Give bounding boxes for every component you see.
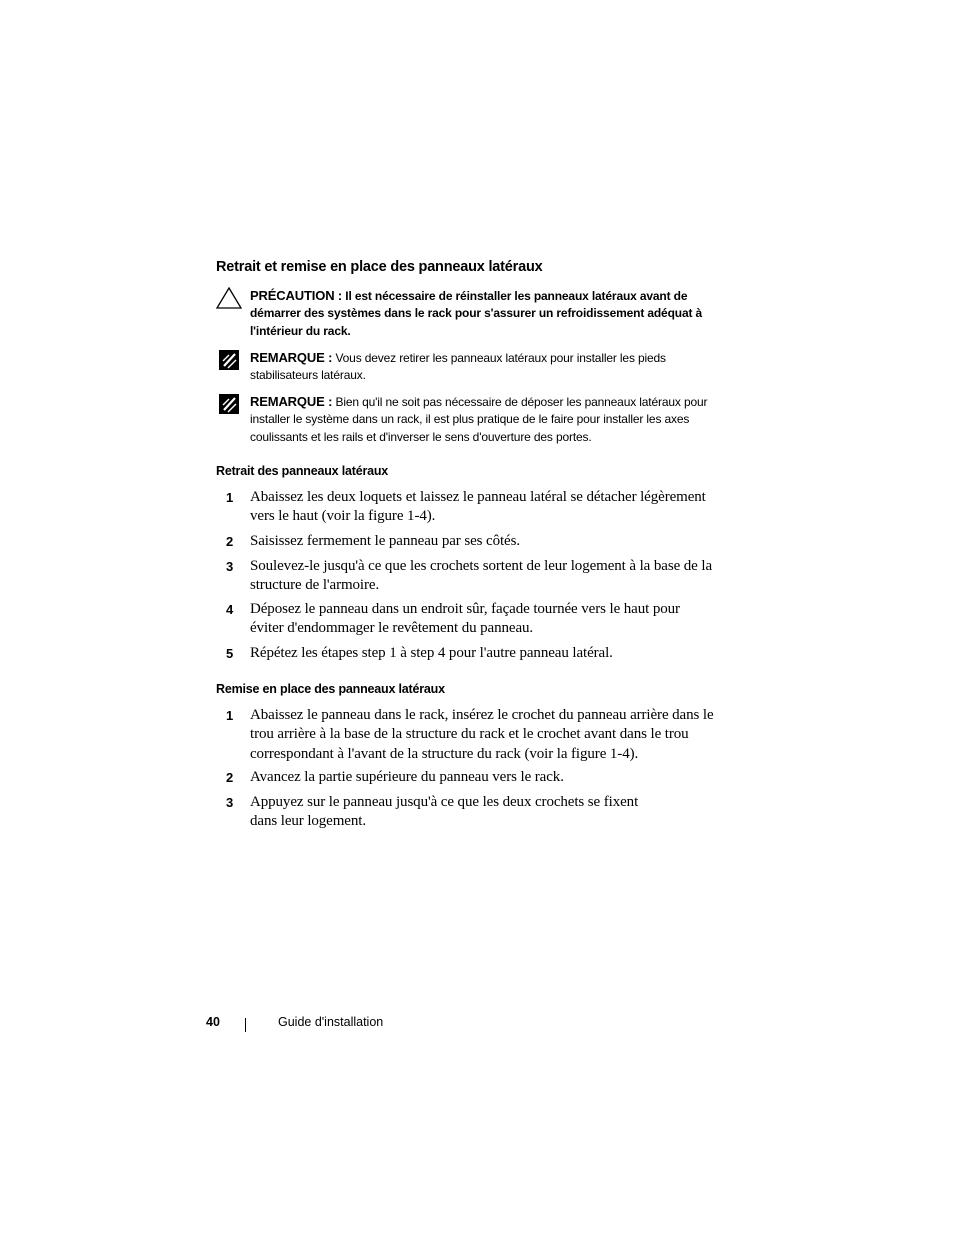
removal-title: Retrait des panneaux latéraux <box>216 464 389 478</box>
page-number: 40 <box>206 1015 220 1029</box>
install-title: Remise en place des panneaux latéraux <box>216 682 445 696</box>
note-side-panels <box>216 393 716 449</box>
note-body: Bien qu'il ne soit pas nécessaire de déposer les panneaux latéraux pour installer le système dans un rack, il est plus pratique de le faire pour installer les axes coulissants et les rails et d'inverser le sens d'ouverture des portes. <box>250 395 708 444</box>
step-text: Déposez le panneau dans un endroit sûr, façade tournée vers le haut pour éviter d'endommager le revêtement du panneau. <box>250 601 680 637</box>
step-text: Abaissez le panneau dans le rack, insérez le crochet du panneau arrière dans le trou arrière à la base de la structure du rack et le crochet avant dans le trou correspondant à l'avant de la structure du rack (voir la figure 1-4). <box>250 707 714 762</box>
step-number: 3 <box>226 795 234 810</box>
section-title: Retrait et remise en place des panneaux latéraux <box>216 259 543 275</box>
step-number: 1 <box>226 708 234 723</box>
footer-title: Guide d'installation <box>278 1015 384 1029</box>
step-text: Répétez les étapes step 1 à step 4 pour l'autre panneau latéral. <box>250 645 613 661</box>
note-text <box>250 393 716 446</box>
footer-separator <box>245 1018 246 1032</box>
step-text: Soulevez-le jusqu'à ce que les crochets sortent de leur logement à la base de la structure de l'armoire. <box>250 558 713 594</box>
step-number: 1 <box>226 490 234 505</box>
note-label: REMARQUE : <box>250 394 333 409</box>
note-pencil-icon <box>216 393 242 415</box>
step-number: 5 <box>226 646 234 661</box>
step-number: 4 <box>226 602 234 617</box>
caution-body: Il est nécessaire de réinstaller les panneaux latéraux avant de démarrer des systèmes dans le rack pour s'assurer un refroidissement adéquat à l'intérieur du rack. <box>250 289 703 338</box>
caution-label: PRÉCAUTION : <box>250 288 343 303</box>
note-pencil-icon <box>216 349 242 371</box>
caution-triangle-icon <box>216 287 242 309</box>
step-number: 2 <box>226 770 234 785</box>
step-text: Abaissez les deux loquets et laissez le panneau latéral se détacher légèrement vers le haut (voir la figure 1-4). <box>250 489 706 525</box>
note-stabilizers <box>216 349 716 387</box>
step-text: Avancez la partie supérieure du panneau vers le rack. <box>250 769 564 785</box>
step-number: 2 <box>226 534 234 549</box>
caution-text <box>250 287 716 340</box>
step-text: Saisissez fermement le panneau par ses côtés. <box>250 533 520 549</box>
note-text <box>250 349 716 385</box>
step-text: Appuyez sur le panneau jusqu'à ce que les deux crochets se fixent dans leur logement. <box>250 794 639 830</box>
note-body: Vous devez retirer les panneaux latéraux pour installer les pieds stabilisateurs latéraux. <box>250 351 666 383</box>
step-number: 3 <box>226 559 234 574</box>
note-label: REMARQUE : <box>250 350 333 365</box>
caution-note <box>216 287 716 343</box>
